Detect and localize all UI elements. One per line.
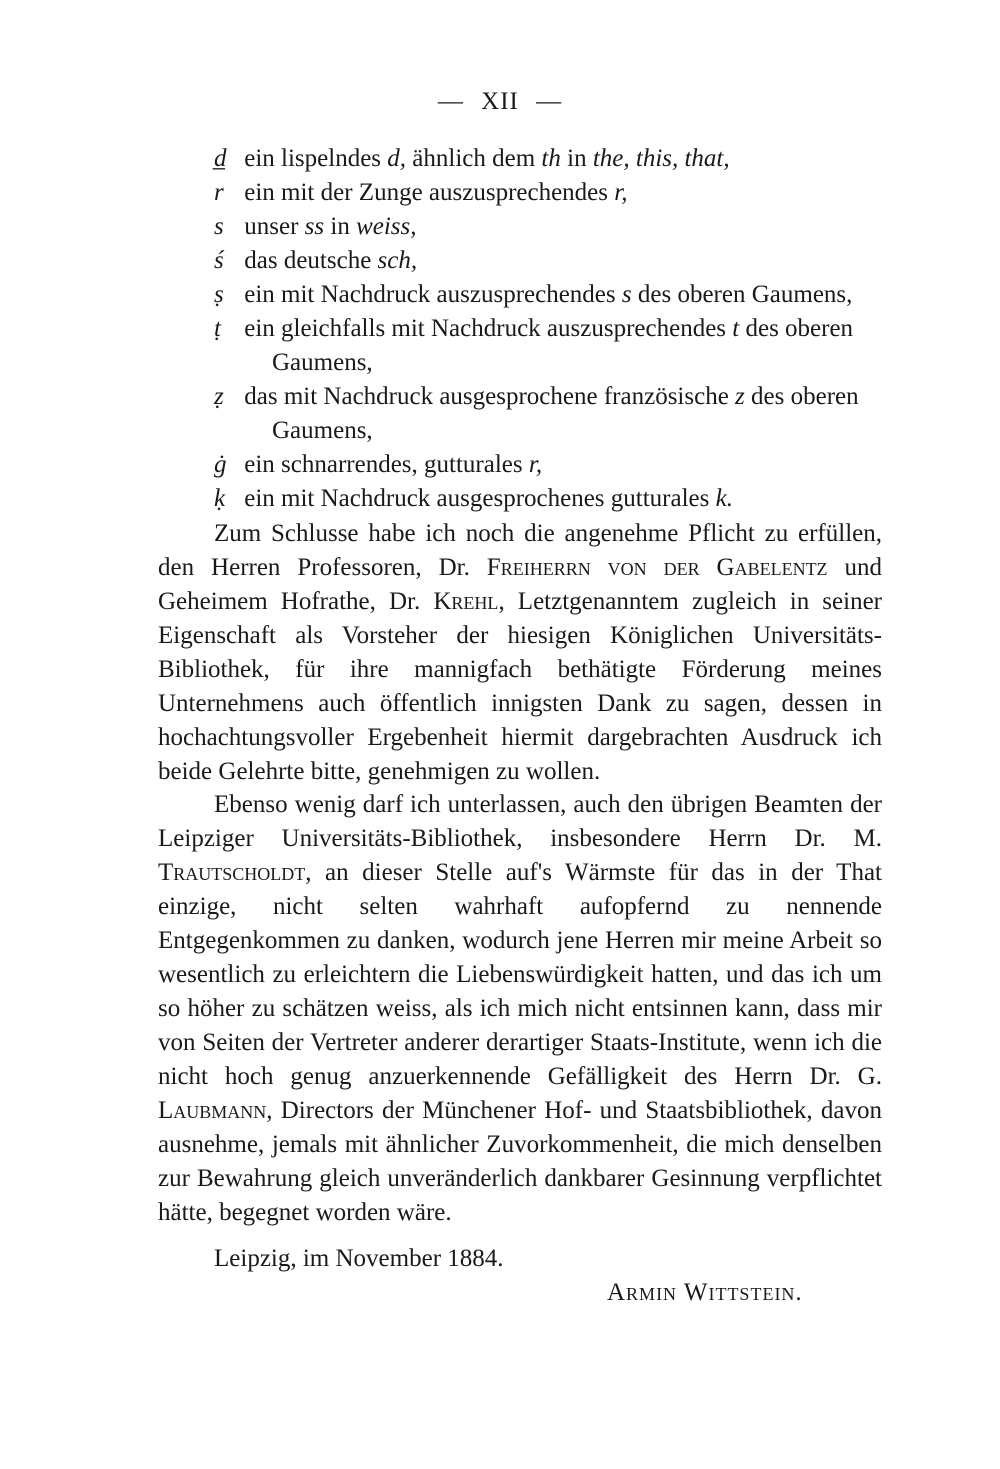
- item-text: in: [560, 145, 593, 172]
- list-item: [214, 142, 884, 176]
- item-text: des oberen: [739, 315, 854, 342]
- name-smallcaps: Trautscholdt: [158, 859, 306, 886]
- item-emph: z: [735, 383, 745, 410]
- item-emph: the, this, that,: [592, 145, 730, 172]
- item-text: ein mit der Zunge auszusprechendes: [244, 179, 615, 206]
- page-number: XII: [481, 88, 519, 115]
- item-emph: weiss,: [356, 213, 417, 240]
- item-continuation: Gaumens,: [272, 417, 373, 444]
- item-emph: k.: [715, 485, 733, 512]
- paragraph-text: , an dieser Stelle auf's Wärmste für das in der That einzige, nicht selten wahrhaft aufopfernd zu nennende Entgegenkommen zu danken, wodurch jene Herren mir meine Arbeit so wesentlich zu erleichtern die Liebenswürdigkeit hatten, und das ich um so höher zu schätzen weiss, als ich mich nicht entsinnen kann, dass mir von Seiten der Vertreter anderer derartiger Staats-Institute, wenn ich die nicht hoch genug anzuerkennende Gefälligkeit des Herrn Dr. G.: [158, 859, 882, 1090]
- symbol: r: [214, 179, 224, 206]
- list-item: [214, 380, 884, 448]
- list-item: [214, 312, 884, 380]
- item-emph: r,: [528, 451, 543, 478]
- item-text: unser: [244, 213, 305, 240]
- name-smallcaps: Krehl: [433, 588, 499, 615]
- symbol: ġ: [214, 451, 227, 478]
- paragraph-text: , Letztgenanntem zugleich in seiner Eigenschaft als Vorsteher der hiesigen Königlichen Universitäts-Bibliothek, für ihre mannigfach bethätigte Förderung meines Unternehmens auch öffentlich innigsten Dank zu sagen, dessen in hochachtungsvoller Ergebenheit hiermit dargebrachten Ausdruck ich beide Gelehrte bitte, genehmigen zu wollen.: [158, 588, 882, 785]
- list-item: [214, 482, 884, 516]
- item-emph: d,: [387, 145, 407, 172]
- acknowledgement-paragraph-1: [158, 517, 882, 789]
- item-text: des oberen Gaumens,: [631, 281, 853, 308]
- item-text: ein schnarrendes, gutturales: [244, 451, 529, 478]
- paragraph-text: und Geheimem Hofrathe, Dr.: [158, 554, 883, 615]
- item-text: ein gleichfalls mit Nachdruck auszusprechendes: [244, 315, 733, 342]
- list-item: [214, 278, 884, 312]
- symbol: ś: [214, 247, 224, 274]
- item-emph: t: [732, 315, 740, 342]
- place-date: Leipzig, im November 1884.: [214, 1245, 504, 1272]
- symbol: ẓ: [214, 383, 224, 410]
- item-text: das deutsche: [244, 247, 378, 274]
- list-item: [214, 176, 884, 210]
- item-text: des oberen: [744, 383, 859, 410]
- acknowledgement-paragraph-2: [158, 788, 882, 1230]
- pronunciation-list: [214, 142, 884, 516]
- header-dash-right: —: [536, 88, 563, 115]
- paragraph-text: Ebenso wenig darf ich unterlassen, auch den übrigen Beamten der Leipziger Universitäts-Bibliothek, insbesondere Herrn Dr. M.: [158, 791, 882, 852]
- item-emph: ss: [304, 213, 325, 240]
- item-text: ähnlich dem: [406, 145, 542, 172]
- signature: Armin Wittstein.: [607, 1279, 803, 1306]
- name-smallcaps: Freiherrn von der Gabelentz: [486, 554, 828, 581]
- item-emph: th: [541, 145, 561, 172]
- item-emph: sch,: [377, 247, 418, 274]
- symbol: ḳ: [214, 485, 226, 512]
- list-item: [214, 210, 884, 244]
- item-text: ein mit Nachdruck ausgesprochenes gutturales: [244, 485, 716, 512]
- item-text: das mit Nachdruck ausgesprochene französische: [244, 383, 736, 410]
- item-text: in: [324, 213, 357, 240]
- paragraph-text: , Directors der Münchener Hof- und Staatsbibliothek, davon ausnehme, jemals mit ähnlicher Zuvorkommenheit, die mich denselben zur Bewahrung gleich unveränderlich dankbarer Gesinnung verpflichtet hätte, begegnet worden wäre.: [158, 1097, 882, 1226]
- symbol: ṭ: [214, 315, 221, 342]
- symbol: s: [214, 213, 224, 240]
- list-item: [214, 448, 884, 482]
- item-text: ein mit Nachdruck auszusprechendes: [244, 281, 622, 308]
- name-smallcaps: Laubmann: [158, 1097, 267, 1124]
- paragraph-text: Zum Schlusse habe ich noch die angenehme Pflicht zu erfüllen, den Herren Professoren, Dr.: [158, 520, 882, 581]
- item-text: ein lispelndes: [244, 145, 388, 172]
- symbol: ṣ: [214, 281, 224, 308]
- item-emph: s: [621, 281, 632, 308]
- item-continuation: Gaumens,: [272, 349, 373, 376]
- symbol: d̲: [214, 145, 227, 172]
- list-item: [214, 244, 884, 278]
- item-emph: r,: [614, 179, 628, 206]
- page-header: [0, 88, 1000, 116]
- header-dash-left: —: [437, 88, 464, 115]
